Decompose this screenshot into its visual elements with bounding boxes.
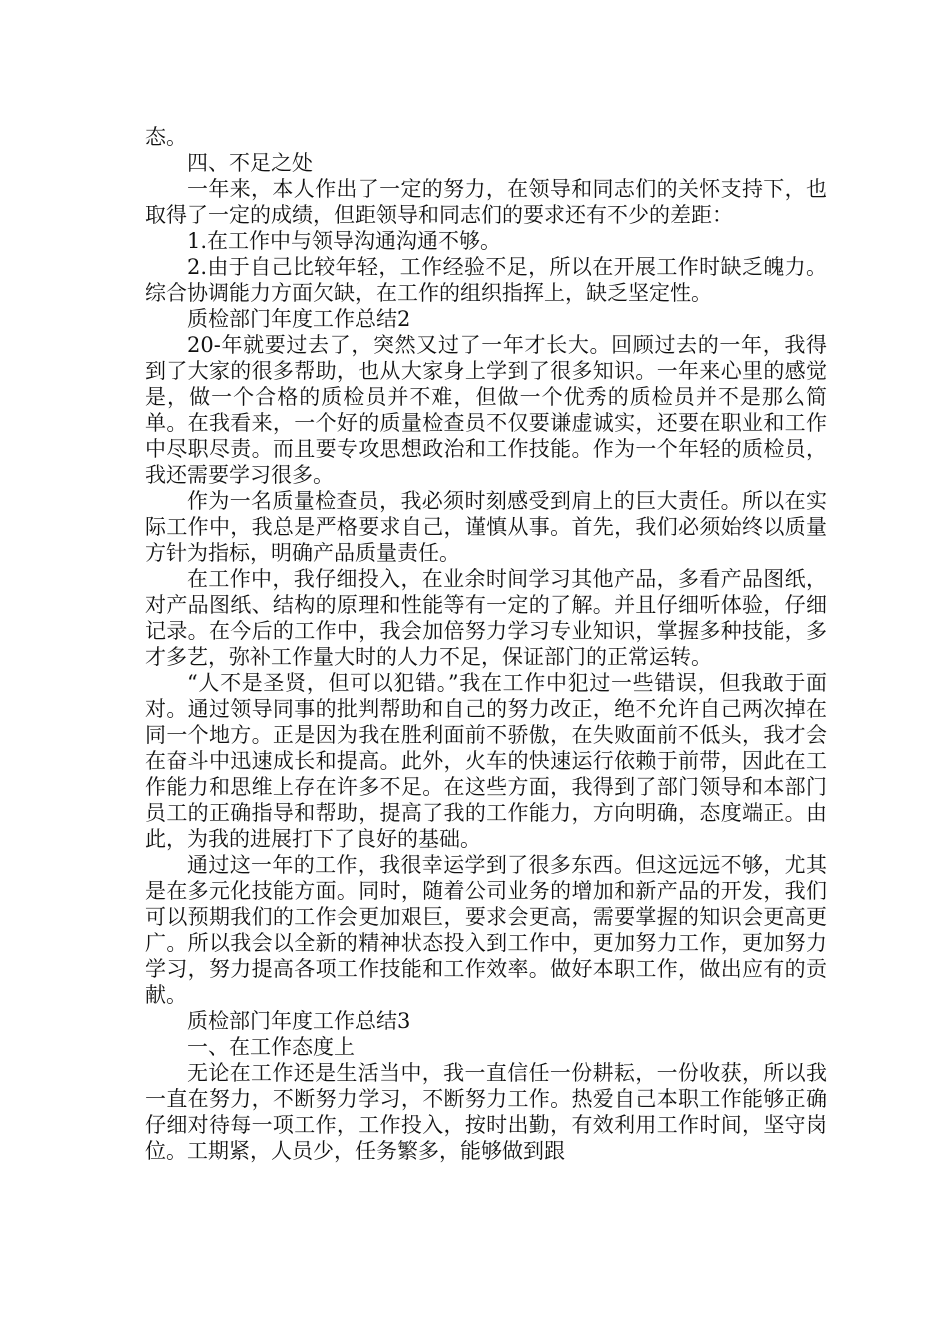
paragraph: 通过这一年的工作，我很幸运学到了很多东西。但这远远不够，尤其是在多元化技能方面。同时，随着公司业务的增加和新产品的开发，我们可以预期我们的工作会更加艰巨，要求会更高，需要掌握的知识会更高更广。所以我会以全新的精神状态投入到工作中，更加努力工作，更加努力学习，努力提高各项工作技能和工作效率。做好本职工作，做出应有的贡献。 bbox=[145, 853, 827, 1007]
list-item: 1.在工作中与领导沟通沟通不够。 bbox=[187, 229, 502, 253]
list-item: 2.由于自己比较年轻，工作经验不足，所以在开展工作时缺乏魄力。综合协调能力方面欠缺，在工作的组织指挥上，缺乏坚定性。 bbox=[145, 255, 827, 305]
section-heading-shortcomings: 四、不足之处 bbox=[187, 151, 313, 175]
paragraph: 作为一名质量检查员，我必须时刻感受到肩上的巨大责任。所以在实际工作中，我总是严格要求自己，谨慎从事。首先，我们必须始终以质量方针为指标，明确产品质量责任。 bbox=[145, 489, 827, 565]
paragraph: 一年来，本人作出了一定的努力，在领导和同志们的关怀支持下，也取得了一定的成绩，但距领导和同志们的要求还有不少的差距： bbox=[145, 177, 827, 227]
paragraph: 无论在工作还是生活当中，我一直信任一份耕耘，一份收获，所以我一直在努力，不断努力学习，不断努力工作。热爱自己本职工作能够正确仔细对待每一项工作，工作投入，按时出勤，有效利用工作时间，坚守岗位。工期紧，人员少，任务繁多，能够做到跟 bbox=[145, 1061, 827, 1163]
section-heading-work-attitude: 一、在工作态度上 bbox=[187, 1035, 355, 1059]
article-title-3: 质检部门年度工作总结3 bbox=[187, 1009, 411, 1033]
paragraph: 在工作中，我仔细投入，在业余时间学习其他产品，多看产品图纸，对产品图纸、结构的原理和性能等有一定的了解。并且仔细听体验，仔细记录。在今后的工作中，我会加倍努力学习专业知识，掌握多种技能，多才多艺，弥补工作量大时的人力不足，保证部门的正常运转。 bbox=[145, 567, 827, 669]
document-body bbox=[145, 124, 827, 1164]
paragraph: 20-年就要过去了，突然又过了一年才长大。回顾过去的一年，我得到了大家的很多帮助，也从大家身上学到了很多知识。一年来心里的感觉是，做一个合格的质检员并不难，但做一个优秀的质检员并不是那么简单。在我看来，一个好的质量检查员不仅要谦虚诚实，还要在职业和工作中尽职尽责。而且要专攻思想政治和工作技能。作为一个年轻的质检员，我还需要学习很多。 bbox=[145, 333, 827, 487]
paragraph-continuation: 态。 bbox=[145, 125, 187, 149]
paragraph: “人不是圣贤，但可以犯错。”我在工作中犯过一些错误，但我敢于面对。通过领导同事的批判帮助和自己的努力改正，绝不允许自己两次掉在同一个地方。正是因为我在胜利面前不骄傲，在失败面前不低头，我才会在奋斗中迅速成长和提高。此外，火车的快速运行依赖于前带，因此在工作能力和思维上存在许多不足。在这些方面，我得到了部门领导和本部门员工的正确指导和帮助，提高了我的工作能力，方向明确，态度端正。由此，为我的进展打下了良好的基础。 bbox=[145, 671, 827, 851]
article-title-2: 质检部门年度工作总结2 bbox=[187, 307, 411, 331]
